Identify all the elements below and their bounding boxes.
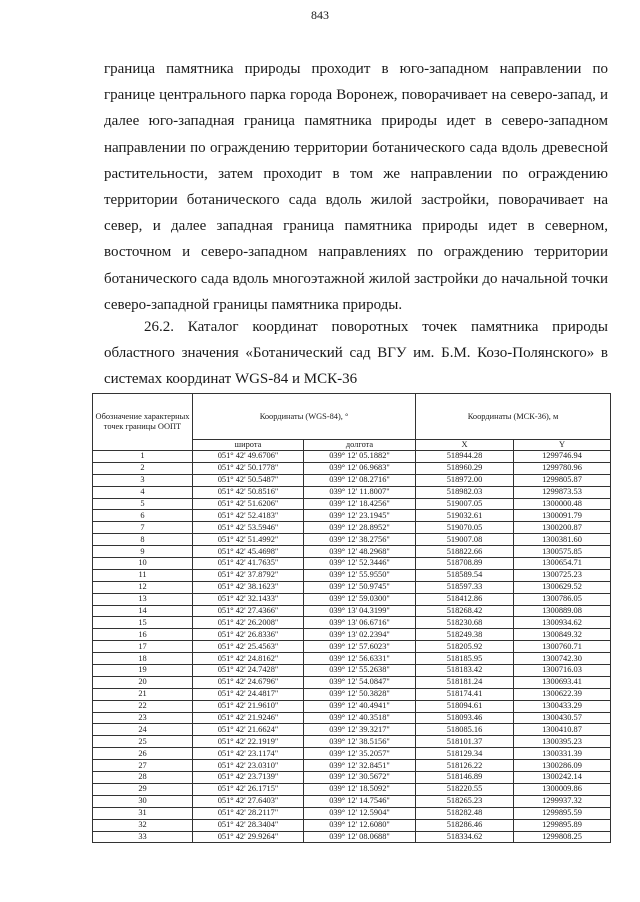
cell-latitude: 051° 42' 24.6796"	[193, 676, 304, 688]
cell-point-number: 12	[93, 581, 193, 593]
cell-latitude: 051° 42' 23.7139"	[193, 772, 304, 784]
cell-longitude: 039° 12' 55.2638"	[304, 665, 416, 677]
table-row	[93, 676, 611, 688]
cell-y: 1300433.29	[514, 700, 611, 712]
table-row	[93, 819, 611, 831]
cell-latitude: 051° 42' 24.4817"	[193, 688, 304, 700]
cell-longitude: 039° 12' 28.8952"	[304, 522, 416, 534]
table-body	[93, 451, 611, 843]
table-row	[93, 665, 611, 677]
cell-x: 518822.66	[416, 546, 514, 558]
cell-latitude: 051° 42' 22.1919"	[193, 736, 304, 748]
cell-latitude: 051° 42' 29.9264"	[193, 831, 304, 843]
cell-x: 518944.28	[416, 451, 514, 463]
table-row	[93, 653, 611, 665]
cell-latitude: 051° 42' 26.8336"	[193, 629, 304, 641]
cell-x: 518093.46	[416, 712, 514, 724]
cell-x: 518249.38	[416, 629, 514, 641]
cell-y: 1300889.08	[514, 605, 611, 617]
cell-latitude: 051° 42' 49.6706"	[193, 451, 304, 463]
cell-x: 518334.62	[416, 831, 514, 843]
cell-latitude: 051° 42' 41.7635"	[193, 558, 304, 570]
cell-point-number: 6	[93, 510, 193, 522]
cell-longitude: 039° 12' 35.2057"	[304, 748, 416, 760]
page-number: 843	[311, 8, 329, 22]
table-row	[93, 558, 611, 570]
cell-latitude: 051° 42' 21.9246"	[193, 712, 304, 724]
cell-y: 1300693.41	[514, 676, 611, 688]
cell-longitude: 039° 12' 50.9745"	[304, 581, 416, 593]
table-row	[93, 546, 611, 558]
cell-point-number: 7	[93, 522, 193, 534]
cell-y: 1299873.53	[514, 486, 611, 498]
cell-x: 518174.41	[416, 688, 514, 700]
catalog-heading-paragraph: 26.2. Каталог координат поворотных точек памятника природы областного значения «Ботанический сад ВГУ им. Б.М. Козо-Полянского» в системах координат WGS-84 и МСК-36	[104, 319, 608, 388]
table-row	[93, 712, 611, 724]
cell-point-number: 28	[93, 772, 193, 784]
cell-y: 1300395.23	[514, 736, 611, 748]
cell-x: 518265.23	[416, 795, 514, 807]
cell-latitude: 051° 42' 27.4366"	[193, 605, 304, 617]
cell-x: 518230.68	[416, 617, 514, 629]
subheader-latitude: широта	[193, 440, 304, 451]
cell-latitude: 051° 42' 53.5946"	[193, 522, 304, 534]
header-wgs84: Координаты (WGS-84), °	[193, 394, 416, 440]
cell-x: 518282.48	[416, 807, 514, 819]
cell-latitude: 051° 42' 21.6624"	[193, 724, 304, 736]
cell-x: 518085.16	[416, 724, 514, 736]
cell-latitude: 051° 42' 51.6206"	[193, 498, 304, 510]
table-row	[93, 451, 611, 463]
cell-point-number: 1	[93, 451, 193, 463]
cell-y: 1300381.60	[514, 534, 611, 546]
table-row	[93, 688, 611, 700]
cell-longitude: 039° 12' 08.0688"	[304, 831, 416, 843]
cell-y: 1300622.39	[514, 688, 611, 700]
cell-latitude: 051° 42' 45.4698"	[193, 546, 304, 558]
cell-longitude: 039° 12' 18.4256"	[304, 498, 416, 510]
cell-longitude: 039° 12' 57.6023"	[304, 641, 416, 653]
cell-y: 1300286.09	[514, 760, 611, 772]
cell-longitude: 039° 12' 32.8451"	[304, 760, 416, 772]
cell-y: 1300849.32	[514, 629, 611, 641]
cell-longitude: 039° 12' 38.2756"	[304, 534, 416, 546]
cell-longitude: 039° 12' 55.9550"	[304, 569, 416, 581]
cell-y: 1300200.87	[514, 522, 611, 534]
cell-point-number: 25	[93, 736, 193, 748]
cell-longitude: 039° 12' 59.0300"	[304, 593, 416, 605]
cell-y: 1300760.71	[514, 641, 611, 653]
cell-point-number: 9	[93, 546, 193, 558]
cell-x: 518597.33	[416, 581, 514, 593]
cell-latitude: 051° 42' 23.0310"	[193, 760, 304, 772]
cell-point-number: 4	[93, 486, 193, 498]
table-row	[93, 534, 611, 546]
cell-point-number: 33	[93, 831, 193, 843]
cell-point-number: 10	[93, 558, 193, 570]
cell-y: 1300430.57	[514, 712, 611, 724]
cell-y: 1299895.59	[514, 807, 611, 819]
cell-latitude: 051° 42' 24.8162"	[193, 653, 304, 665]
cell-x: 518982.03	[416, 486, 514, 498]
cell-latitude: 051° 42' 38.1623"	[193, 581, 304, 593]
table-row	[93, 760, 611, 772]
table-row	[93, 510, 611, 522]
cell-x: 518126.22	[416, 760, 514, 772]
cell-latitude: 051° 42' 37.8792"	[193, 569, 304, 581]
cell-longitude: 039° 12' 50.3828"	[304, 688, 416, 700]
table-row	[93, 569, 611, 581]
coordinates-table	[92, 393, 611, 843]
cell-y: 1299780.96	[514, 462, 611, 474]
cell-latitude: 051° 42' 28.3404"	[193, 819, 304, 831]
cell-point-number: 8	[93, 534, 193, 546]
cell-y: 1300654.71	[514, 558, 611, 570]
cell-point-number: 30	[93, 795, 193, 807]
header-msk36: Координаты (МСК-36), м	[416, 394, 611, 440]
cell-longitude: 039° 12' 12.6080"	[304, 819, 416, 831]
cell-point-number: 24	[93, 724, 193, 736]
cell-latitude: 051° 42' 32.1433"	[193, 593, 304, 605]
cell-y: 1299895.89	[514, 819, 611, 831]
cell-longitude: 039° 12' 38.5156"	[304, 736, 416, 748]
cell-longitude: 039° 12' 05.1882"	[304, 451, 416, 463]
cell-latitude: 051° 42' 50.5487"	[193, 474, 304, 486]
table-row	[93, 462, 611, 474]
cell-point-number: 23	[93, 712, 193, 724]
cell-x: 518129.34	[416, 748, 514, 760]
cell-latitude: 051° 42' 28.2117"	[193, 807, 304, 819]
cell-longitude: 039° 12' 14.7546"	[304, 795, 416, 807]
cell-longitude: 039° 12' 48.2968"	[304, 546, 416, 558]
cell-y: 1299805.87	[514, 474, 611, 486]
table-row	[93, 593, 611, 605]
cell-x: 518220.55	[416, 783, 514, 795]
cell-latitude: 051° 42' 52.4183"	[193, 510, 304, 522]
table-row	[93, 700, 611, 712]
cell-point-number: 18	[93, 653, 193, 665]
cell-x: 519007.08	[416, 534, 514, 546]
cell-x: 518960.29	[416, 462, 514, 474]
table-row	[93, 641, 611, 653]
table-header-row	[93, 394, 611, 440]
cell-longitude: 039° 13' 04.3199"	[304, 605, 416, 617]
cell-x: 518185.95	[416, 653, 514, 665]
cell-latitude: 051° 42' 27.6403"	[193, 795, 304, 807]
table-row	[93, 629, 611, 641]
table-row	[93, 486, 611, 498]
cell-latitude: 051° 42' 24.7428"	[193, 665, 304, 677]
table-row	[93, 748, 611, 760]
cell-point-number: 5	[93, 498, 193, 510]
table-row	[93, 581, 611, 593]
cell-y: 1299808.25	[514, 831, 611, 843]
cell-x: 518094.61	[416, 700, 514, 712]
table-row	[93, 605, 611, 617]
cell-y: 1300410.87	[514, 724, 611, 736]
cell-longitude: 039° 12' 30.5672"	[304, 772, 416, 784]
cell-x: 518412.86	[416, 593, 514, 605]
cell-longitude: 039° 12' 39.3217"	[304, 724, 416, 736]
cell-latitude: 051° 42' 21.9610"	[193, 700, 304, 712]
cell-y: 1299746.94	[514, 451, 611, 463]
table-row	[93, 795, 611, 807]
cell-y: 1300009.86	[514, 783, 611, 795]
cell-x: 519070.05	[416, 522, 514, 534]
subheader-x: X	[416, 440, 514, 451]
cell-latitude: 051° 42' 26.2008"	[193, 617, 304, 629]
table-row	[93, 772, 611, 784]
cell-point-number: 21	[93, 688, 193, 700]
cell-longitude: 039° 12' 40.4941"	[304, 700, 416, 712]
cell-x: 519007.05	[416, 498, 514, 510]
cell-point-number: 17	[93, 641, 193, 653]
table-row	[93, 831, 611, 843]
cell-point-number: 31	[93, 807, 193, 819]
cell-x: 518972.00	[416, 474, 514, 486]
cell-point-number: 26	[93, 748, 193, 760]
cell-latitude: 051° 42' 50.8516"	[193, 486, 304, 498]
cell-point-number: 19	[93, 665, 193, 677]
cell-x: 518101.37	[416, 736, 514, 748]
cell-y: 1300725.23	[514, 569, 611, 581]
coordinates-table-container	[92, 393, 610, 843]
cell-longitude: 039° 12' 06.9683"	[304, 462, 416, 474]
table-row	[93, 783, 611, 795]
cell-longitude: 039° 13' 06.6716"	[304, 617, 416, 629]
subheader-longitude: долгота	[304, 440, 416, 451]
cell-y: 1300716.03	[514, 665, 611, 677]
cell-x: 518181.24	[416, 676, 514, 688]
cell-y: 1300742.30	[514, 653, 611, 665]
cell-longitude: 039° 12' 40.3518"	[304, 712, 416, 724]
cell-point-number: 27	[93, 760, 193, 772]
cell-y: 1300786.05	[514, 593, 611, 605]
cell-point-number: 29	[93, 783, 193, 795]
cell-longitude: 039° 12' 56.6331"	[304, 653, 416, 665]
cell-longitude: 039° 12' 23.1945"	[304, 510, 416, 522]
table-row	[93, 617, 611, 629]
cell-point-number: 16	[93, 629, 193, 641]
cell-y: 1300575.85	[514, 546, 611, 558]
header-point: Обозначение характерных точек границы ООПТ	[93, 394, 193, 451]
cell-x: 518708.89	[416, 558, 514, 570]
cell-latitude: 051° 42' 23.1174"	[193, 748, 304, 760]
cell-x: 518205.92	[416, 641, 514, 653]
cell-point-number: 3	[93, 474, 193, 486]
cell-longitude: 039° 12' 54.0847"	[304, 676, 416, 688]
cell-longitude: 039° 12' 08.2716"	[304, 474, 416, 486]
cell-latitude: 051° 42' 51.4992"	[193, 534, 304, 546]
table-row	[93, 498, 611, 510]
cell-point-number: 20	[93, 676, 193, 688]
table-row	[93, 522, 611, 534]
cell-y: 1299937.32	[514, 795, 611, 807]
cell-x: 518286.46	[416, 819, 514, 831]
cell-longitude: 039° 12' 52.3446"	[304, 558, 416, 570]
cell-y: 1300331.39	[514, 748, 611, 760]
cell-point-number: 22	[93, 700, 193, 712]
cell-y: 1300091.79	[514, 510, 611, 522]
table-row	[93, 736, 611, 748]
cell-point-number: 13	[93, 593, 193, 605]
cell-longitude: 039° 13' 02.2394"	[304, 629, 416, 641]
cell-y: 1300242.14	[514, 772, 611, 784]
table-row	[93, 724, 611, 736]
cell-x: 518183.42	[416, 665, 514, 677]
cell-point-number: 14	[93, 605, 193, 617]
subheader-y: Y	[514, 440, 611, 451]
cell-x: 518146.89	[416, 772, 514, 784]
cell-longitude: 039° 12' 11.8007"	[304, 486, 416, 498]
cell-longitude: 039° 12' 18.5092"	[304, 783, 416, 795]
cell-latitude: 051° 42' 26.1715"	[193, 783, 304, 795]
cell-x: 519032.61	[416, 510, 514, 522]
cell-longitude: 039° 12' 12.5904"	[304, 807, 416, 819]
table-row	[93, 474, 611, 486]
cell-x: 518589.54	[416, 569, 514, 581]
cell-y: 1300629.52	[514, 581, 611, 593]
table-row	[93, 807, 611, 819]
cell-point-number: 11	[93, 569, 193, 581]
cell-point-number: 2	[93, 462, 193, 474]
cell-y: 1300934.62	[514, 617, 611, 629]
cell-latitude: 051° 42' 25.4563"	[193, 641, 304, 653]
cell-point-number: 32	[93, 819, 193, 831]
boundary-description-paragraph: граница памятника природы проходит в юго-западном направлении по границе центрального парка города Воронеж, поворачивает на северо-запад, и далее юго-западная граница памятника природы идет в северо-западном направлении по ограждению территории ботанического сада вдоль древесной растительности, затем проходит в том же направлении по ограждению территории ботанического сада вдоль жилой застройки, поворачивает на север, и далее западная граница памятника природы идет в северном, восточном и северо-западном направлениях по ограждению территории ботанического сада вдоль многоэтажной жилой застройки до начальной точки северо-западной границы памятника природы.	[104, 61, 608, 313]
cell-point-number: 15	[93, 617, 193, 629]
cell-latitude: 051° 42' 50.1778"	[193, 462, 304, 474]
cell-y: 1300000.48	[514, 498, 611, 510]
cell-x: 518268.42	[416, 605, 514, 617]
